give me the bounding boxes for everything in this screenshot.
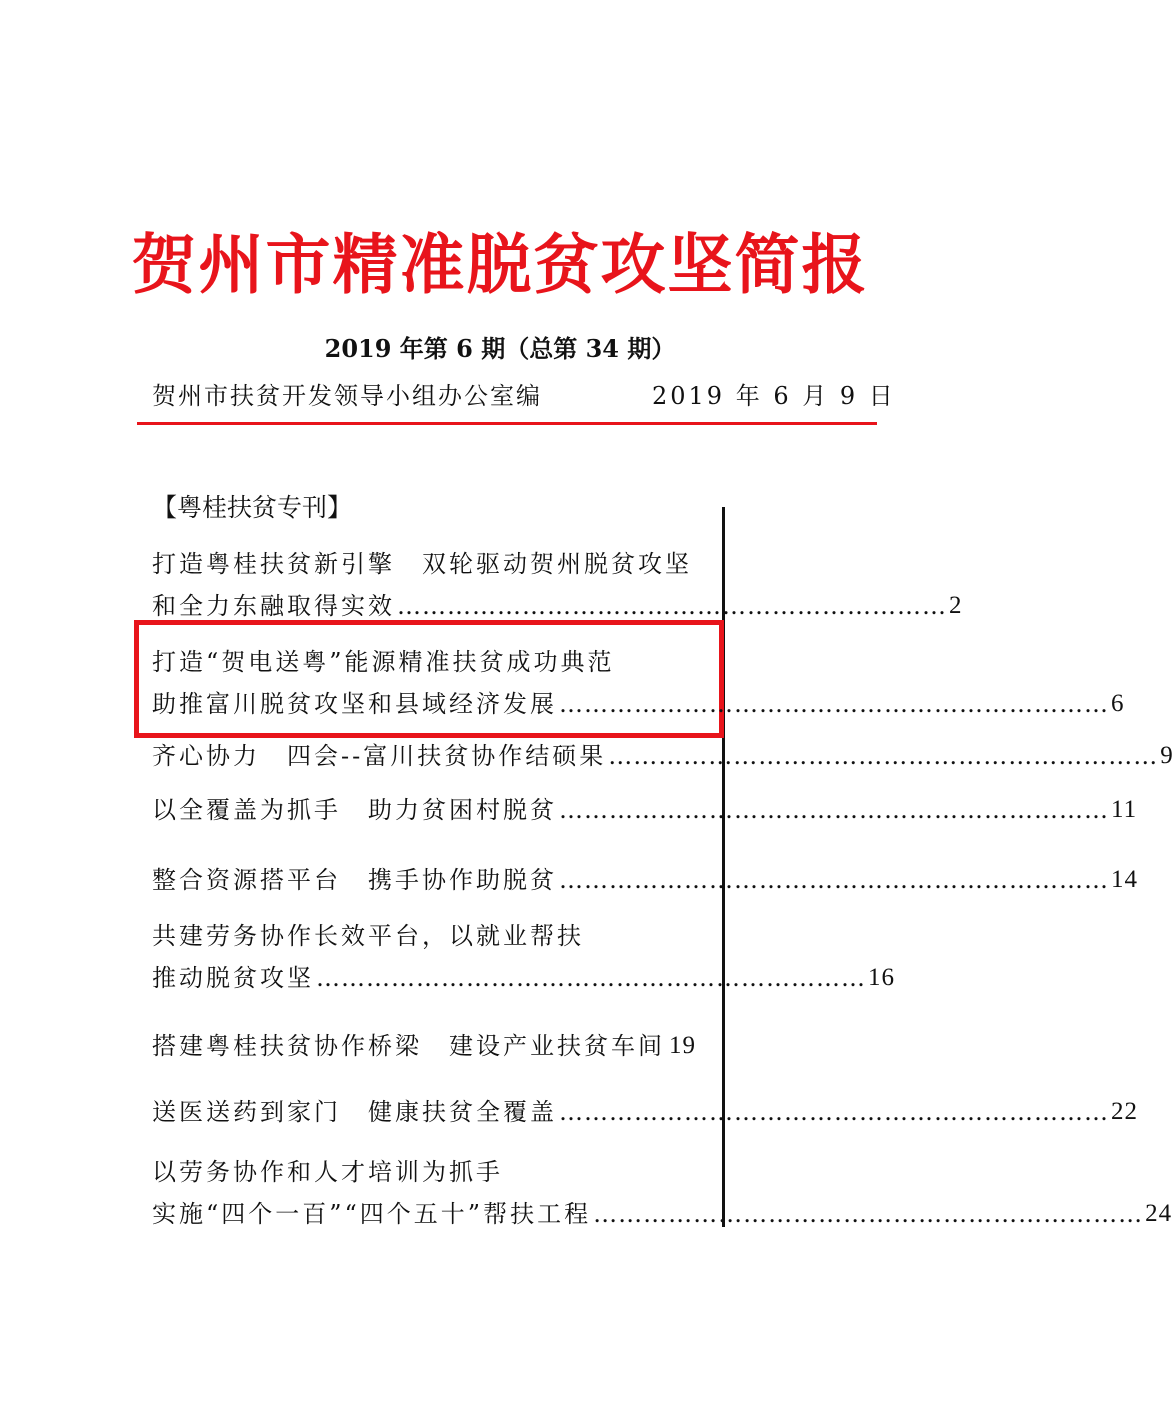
toc-entry-4 (152, 790, 1138, 830)
toc-entry-title: 整合资源搭平台 携手协作助脱贫 (152, 866, 557, 894)
toc-page-number: 6 (1111, 690, 1125, 717)
toc-entry-title: 共建劳务协作长效平台，以就业帮扶 (152, 922, 584, 950)
toc-entry-title: 推动脱贫攻坚 (152, 964, 314, 992)
toc-leader-dots: ………………………………………………………… (316, 964, 866, 992)
toc-entry-title: 搭建粤桂扶贫协作桥梁 建设产业扶贫车间 (152, 1032, 665, 1060)
toc-entry-title: 以全覆盖为抓手 助力贫困村脱贫 (152, 796, 557, 824)
toc-entry-title: 以劳务协作和人才培训为抓手 (152, 1158, 503, 1186)
toc-leader-dots: ………………………………………………………… (559, 690, 1109, 718)
toc-page-number: 11 (1111, 796, 1138, 823)
toc-entry-title: 送医送药到家门 健康扶贫全覆盖 (152, 1098, 557, 1126)
toc-page-number: 22 (1111, 1098, 1138, 1125)
toc-entry-title: 打造粤桂扶贫新引擎 双轮驱动贺州脱贫攻坚 (152, 550, 692, 578)
toc-leader-dots: ………………………………………………………… (608, 742, 1159, 770)
header-divider (137, 422, 877, 425)
page-title: 贺州市精准脱贫攻坚简报 (131, 227, 869, 303)
toc-leader-dots: ………………………………………………………… (397, 592, 947, 620)
toc-entry-9-line1 (152, 1152, 694, 1192)
toc-leader-dots: ………………………………………………………… (559, 1098, 1109, 1126)
toc-page-number: 19 (669, 1032, 696, 1059)
toc-entry-6-line2 (152, 958, 895, 998)
toc-entry-title: 齐心协力 四会--富川扶贫协作结硕果 (152, 742, 607, 770)
publish-date: 2019 年 6 月 9 日 (652, 382, 896, 410)
toc-entry-3 (152, 736, 1174, 776)
toc-leader-dots: ………………………………………………………… (559, 866, 1109, 894)
toc-leader-dots: ………………………………………………………… (559, 796, 1109, 824)
toc-entry-title: 打造“贺电送粤”能源精准扶贫成功典范 (152, 648, 615, 676)
toc-entry-6-line1 (152, 916, 694, 956)
toc-entry-9-line2 (152, 1194, 1173, 1234)
toc-entry-2-line2 (152, 684, 1125, 724)
toc-page-number: 16 (868, 964, 895, 991)
publisher: 贺州市扶贫开发领导小组办公室编 (152, 382, 542, 410)
toc-page-number: 2 (949, 592, 963, 619)
toc-page-number: 24 (1145, 1200, 1173, 1227)
toc-entry-2-line1 (152, 642, 694, 682)
issue-number: 2019 年第 6 期（总第 34 期） (324, 334, 676, 363)
toc-entry-1-line1 (152, 544, 694, 584)
toc-leader-dots: ………………………………………………………… (593, 1200, 1144, 1228)
toc-entry-title: 实施“四个一百”“四个五十”帮扶工程 (152, 1200, 592, 1228)
toc-entry-title: 和全力东融取得实效 (152, 592, 395, 620)
toc-entry-8 (152, 1092, 1138, 1132)
toc-page-number: 14 (1111, 866, 1138, 893)
toc-entry-7 (152, 1026, 694, 1066)
toc-entry-title: 助推富川脱贫攻坚和县域经济发展 (152, 690, 557, 718)
toc-section-heading: 【粤桂扶贫专刊】 (152, 493, 353, 522)
toc-page-number: 9 (1160, 742, 1174, 769)
toc-entry-5 (152, 860, 1138, 900)
